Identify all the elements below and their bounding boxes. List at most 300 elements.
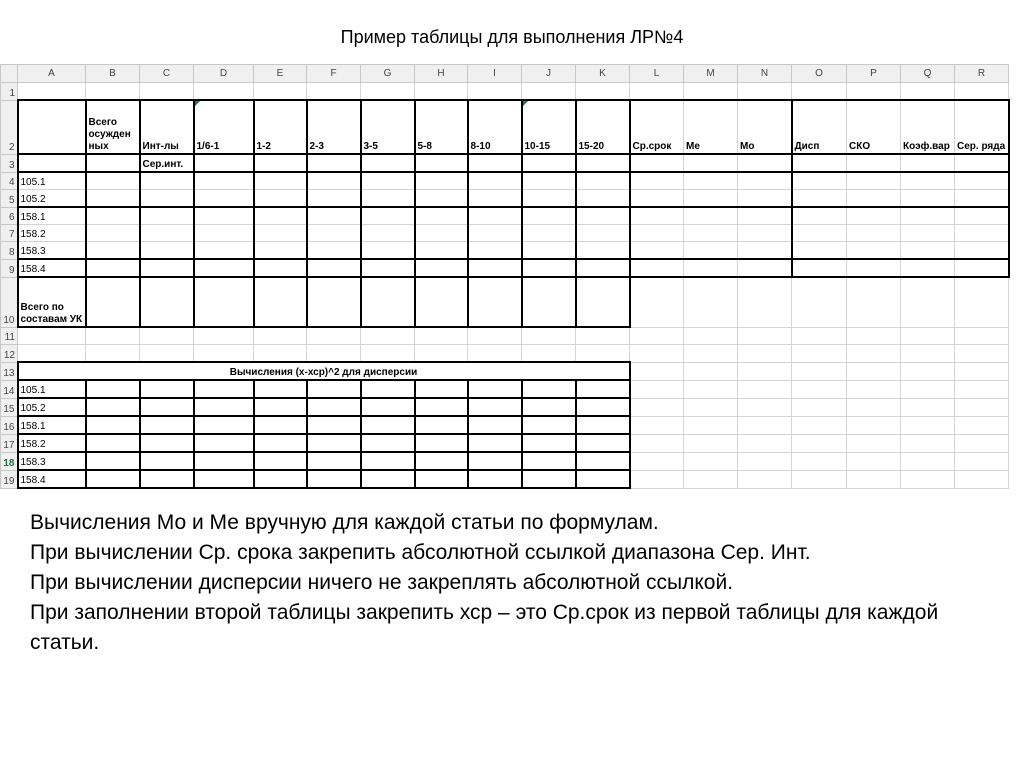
cell[interactable] <box>955 380 1009 398</box>
cell[interactable] <box>792 380 847 398</box>
cell[interactable] <box>522 434 576 452</box>
cell[interactable] <box>847 470 901 488</box>
cell[interactable] <box>415 225 468 242</box>
article-cell[interactable]: 105.1 <box>18 380 86 398</box>
cell[interactable] <box>86 398 140 416</box>
cell[interactable] <box>684 416 738 434</box>
cell[interactable] <box>254 154 307 172</box>
cell[interactable] <box>361 242 415 260</box>
header-mean[interactable]: Ср.срок <box>630 100 684 154</box>
cell[interactable] <box>576 452 630 470</box>
cell[interactable] <box>738 452 792 470</box>
header-intervals[interactable]: Инт-лы <box>140 100 194 154</box>
column-header[interactable]: M <box>684 65 738 83</box>
cell[interactable] <box>415 277 468 327</box>
cell[interactable] <box>738 345 792 363</box>
article-cell[interactable]: 158.1 <box>18 207 86 225</box>
cell[interactable] <box>684 83 738 101</box>
cell[interactable] <box>955 452 1009 470</box>
row-header[interactable]: 6 <box>1 207 18 225</box>
cell[interactable] <box>901 327 955 345</box>
cell[interactable] <box>194 345 254 363</box>
cell[interactable] <box>86 434 140 452</box>
cell[interactable] <box>792 83 847 101</box>
variance-table-title[interactable]: Вычисления (х-хср)^2 для дисперсии <box>18 362 630 380</box>
cell[interactable] <box>847 362 901 380</box>
cell[interactable] <box>792 277 847 327</box>
header-mode[interactable]: Мо <box>738 100 792 154</box>
cell[interactable] <box>361 225 415 242</box>
cell[interactable] <box>684 345 738 363</box>
cell[interactable] <box>254 207 307 225</box>
cell[interactable] <box>955 190 1009 208</box>
cell[interactable] <box>194 380 254 398</box>
row-header-selected[interactable]: 18 <box>1 452 18 470</box>
row-header[interactable]: 11 <box>1 327 18 345</box>
cell[interactable] <box>792 154 847 172</box>
cell[interactable] <box>361 416 415 434</box>
cell[interactable] <box>140 83 194 101</box>
cell[interactable] <box>847 345 901 363</box>
cell[interactable] <box>468 452 522 470</box>
cell[interactable] <box>792 416 847 434</box>
cell[interactable] <box>468 225 522 242</box>
row-header[interactable]: 14 <box>1 380 18 398</box>
cell[interactable] <box>684 362 738 380</box>
cell[interactable] <box>415 83 468 101</box>
cell[interactable] <box>361 434 415 452</box>
cell[interactable] <box>576 154 630 172</box>
cell[interactable] <box>361 83 415 101</box>
cell[interactable] <box>468 327 522 345</box>
cell[interactable] <box>684 172 738 190</box>
row-header[interactable]: 13 <box>1 362 18 380</box>
cell[interactable] <box>194 83 254 101</box>
cell[interactable] <box>415 416 468 434</box>
cell[interactable] <box>955 225 1009 242</box>
cell[interactable] <box>140 380 194 398</box>
row-header[interactable]: 10 <box>1 277 18 327</box>
cell[interactable] <box>576 380 630 398</box>
cell[interactable] <box>415 242 468 260</box>
cell[interactable] <box>522 470 576 488</box>
cell[interactable] <box>415 380 468 398</box>
cell[interactable] <box>738 242 792 260</box>
cell[interactable] <box>522 190 576 208</box>
cell[interactable] <box>254 470 307 488</box>
cell[interactable] <box>576 434 630 452</box>
cell[interactable] <box>468 277 522 327</box>
cell[interactable] <box>576 259 630 277</box>
row-header[interactable]: 7 <box>1 225 18 242</box>
cell[interactable] <box>684 470 738 488</box>
cell[interactable] <box>415 452 468 470</box>
cell-series-interval-label[interactable]: Сер.инт. <box>140 154 194 172</box>
cell[interactable] <box>901 207 955 225</box>
cell[interactable] <box>630 207 684 225</box>
cell[interactable] <box>901 259 955 277</box>
cell[interactable] <box>684 452 738 470</box>
cell[interactable] <box>194 434 254 452</box>
cell[interactable] <box>307 259 361 277</box>
cell[interactable] <box>86 380 140 398</box>
cell[interactable] <box>468 259 522 277</box>
cell[interactable] <box>254 259 307 277</box>
cell[interactable] <box>86 172 140 190</box>
cell[interactable] <box>140 416 194 434</box>
row-header[interactable]: 3 <box>1 154 18 172</box>
cell[interactable] <box>847 416 901 434</box>
cell[interactable] <box>254 83 307 101</box>
cell[interactable] <box>194 277 254 327</box>
cell[interactable] <box>738 83 792 101</box>
cell[interactable] <box>468 470 522 488</box>
cell[interactable] <box>254 345 307 363</box>
cell[interactable] <box>847 277 901 327</box>
cell[interactable] <box>361 277 415 327</box>
cell[interactable] <box>140 398 194 416</box>
cell[interactable] <box>684 154 738 172</box>
header-total-convicted[interactable]: Всего осужден ных <box>86 100 140 154</box>
cell[interactable] <box>140 190 194 208</box>
cell[interactable] <box>140 345 194 363</box>
cell[interactable] <box>522 380 576 398</box>
cell[interactable] <box>140 327 194 345</box>
cell[interactable] <box>684 190 738 208</box>
cell[interactable] <box>792 190 847 208</box>
header-median[interactable]: Ме <box>684 100 738 154</box>
cell[interactable] <box>522 242 576 260</box>
cell[interactable] <box>955 416 1009 434</box>
cell[interactable] <box>468 380 522 398</box>
cell[interactable] <box>630 190 684 208</box>
cell[interactable] <box>630 172 684 190</box>
cell[interactable] <box>361 452 415 470</box>
cell[interactable] <box>901 416 955 434</box>
total-by-articles-label[interactable]: Всего по составам УК <box>18 277 86 327</box>
cell[interactable] <box>576 242 630 260</box>
cell[interactable] <box>254 225 307 242</box>
spreadsheet[interactable] <box>0 64 1024 496</box>
cell[interactable] <box>254 416 307 434</box>
cell[interactable] <box>901 190 955 208</box>
cell[interactable] <box>576 327 630 345</box>
cell[interactable] <box>522 83 576 101</box>
cell[interactable] <box>901 277 955 327</box>
cell[interactable] <box>415 190 468 208</box>
cell[interactable] <box>901 452 955 470</box>
cell[interactable] <box>307 434 361 452</box>
cell[interactable] <box>522 225 576 242</box>
cell[interactable] <box>955 207 1009 225</box>
column-header[interactable]: Q <box>901 65 955 83</box>
article-cell[interactable]: 158.3 <box>18 452 86 470</box>
cell[interactable] <box>18 154 86 172</box>
row-header[interactable]: 15 <box>1 398 18 416</box>
header-std[interactable]: СКО <box>847 100 901 154</box>
row-header[interactable]: 2 <box>1 100 18 154</box>
cell[interactable] <box>630 277 684 327</box>
row-header[interactable]: 12 <box>1 345 18 363</box>
cell[interactable] <box>254 190 307 208</box>
cell[interactable] <box>847 242 901 260</box>
cell[interactable] <box>307 207 361 225</box>
cell[interactable] <box>140 225 194 242</box>
cell[interactable] <box>738 207 792 225</box>
cell[interactable] <box>86 327 140 345</box>
cell[interactable] <box>684 327 738 345</box>
cell[interactable] <box>194 225 254 242</box>
cell[interactable] <box>901 83 955 101</box>
cell[interactable] <box>955 470 1009 488</box>
column-header[interactable]: J <box>522 65 576 83</box>
cell[interactable] <box>901 154 955 172</box>
cell[interactable] <box>955 345 1009 363</box>
row-header[interactable]: 19 <box>1 470 18 488</box>
cell[interactable] <box>847 83 901 101</box>
header-interval-3[interactable]: 2-3 <box>307 100 361 154</box>
cell[interactable] <box>792 225 847 242</box>
cell[interactable] <box>307 225 361 242</box>
cell[interactable] <box>738 172 792 190</box>
cell[interactable] <box>684 225 738 242</box>
cell[interactable] <box>254 452 307 470</box>
cell[interactable] <box>307 452 361 470</box>
cell[interactable] <box>194 416 254 434</box>
cell[interactable] <box>307 345 361 363</box>
cell[interactable] <box>792 242 847 260</box>
cell[interactable] <box>955 83 1009 101</box>
cell[interactable] <box>140 434 194 452</box>
cell[interactable] <box>468 172 522 190</box>
cell[interactable] <box>847 452 901 470</box>
cell[interactable] <box>194 470 254 488</box>
cell[interactable] <box>522 398 576 416</box>
row-header[interactable]: 5 <box>1 190 18 208</box>
cell[interactable] <box>576 83 630 101</box>
cell[interactable] <box>140 277 194 327</box>
cell[interactable] <box>254 277 307 327</box>
cell[interactable] <box>576 470 630 488</box>
cell[interactable] <box>792 470 847 488</box>
cell[interactable] <box>522 154 576 172</box>
cell[interactable] <box>194 154 254 172</box>
cell[interactable] <box>630 398 684 416</box>
cell[interactable] <box>738 398 792 416</box>
cell[interactable] <box>576 207 630 225</box>
cell[interactable] <box>468 207 522 225</box>
select-all-corner[interactable] <box>1 65 18 83</box>
cell[interactable] <box>86 225 140 242</box>
cell[interactable] <box>630 259 684 277</box>
column-header[interactable]: I <box>468 65 522 83</box>
cell[interactable] <box>630 225 684 242</box>
cell[interactable] <box>847 154 901 172</box>
cell[interactable] <box>415 434 468 452</box>
column-header[interactable]: N <box>738 65 792 83</box>
cell[interactable] <box>738 470 792 488</box>
cell[interactable] <box>361 190 415 208</box>
cell[interactable] <box>415 154 468 172</box>
cell[interactable] <box>738 154 792 172</box>
cell[interactable] <box>140 470 194 488</box>
cell[interactable] <box>468 345 522 363</box>
cell[interactable] <box>522 277 576 327</box>
cell[interactable] <box>86 154 140 172</box>
column-header[interactable]: B <box>86 65 140 83</box>
cell[interactable] <box>140 259 194 277</box>
cell[interactable] <box>254 242 307 260</box>
row-header[interactable]: 9 <box>1 259 18 277</box>
cell[interactable] <box>847 259 901 277</box>
article-cell[interactable]: 105.2 <box>18 190 86 208</box>
cell[interactable] <box>18 100 86 154</box>
cell[interactable] <box>738 259 792 277</box>
cell[interactable] <box>738 416 792 434</box>
cell[interactable] <box>792 452 847 470</box>
cell[interactable] <box>307 380 361 398</box>
header-interval-2[interactable]: 1-2 <box>254 100 307 154</box>
cell[interactable] <box>140 172 194 190</box>
cell[interactable] <box>307 398 361 416</box>
cell[interactable] <box>194 398 254 416</box>
cell[interactable] <box>684 259 738 277</box>
cell[interactable] <box>522 452 576 470</box>
cell[interactable] <box>847 190 901 208</box>
cell[interactable] <box>194 452 254 470</box>
cell[interactable] <box>307 83 361 101</box>
cell[interactable] <box>901 470 955 488</box>
header-interval-8[interactable]: 15-20 <box>576 100 630 154</box>
cell[interactable] <box>955 327 1009 345</box>
cell[interactable] <box>86 259 140 277</box>
cell[interactable] <box>522 345 576 363</box>
cell[interactable] <box>307 190 361 208</box>
cell[interactable] <box>847 398 901 416</box>
cell[interactable] <box>86 190 140 208</box>
cell[interactable] <box>194 190 254 208</box>
header-coef-var[interactable]: Коэф.вар <box>901 100 955 154</box>
cell[interactable] <box>901 225 955 242</box>
cell[interactable] <box>415 172 468 190</box>
column-header[interactable]: G <box>361 65 415 83</box>
cell[interactable] <box>955 398 1009 416</box>
cell[interactable] <box>194 172 254 190</box>
column-header[interactable]: D <box>194 65 254 83</box>
article-cell[interactable]: 158.1 <box>18 416 86 434</box>
cell[interactable] <box>738 434 792 452</box>
cell[interactable] <box>18 83 86 101</box>
cell[interactable] <box>194 242 254 260</box>
cell[interactable] <box>684 277 738 327</box>
cell[interactable] <box>684 434 738 452</box>
header-interval-7[interactable]: 10-15 <box>522 100 576 154</box>
cell[interactable] <box>630 380 684 398</box>
cell[interactable] <box>847 225 901 242</box>
cell[interactable] <box>955 434 1009 452</box>
cell[interactable] <box>522 259 576 277</box>
cell[interactable] <box>361 398 415 416</box>
cell[interactable] <box>630 416 684 434</box>
cell[interactable] <box>254 398 307 416</box>
column-header[interactable]: F <box>307 65 361 83</box>
column-header[interactable]: O <box>792 65 847 83</box>
cell[interactable] <box>576 345 630 363</box>
cell[interactable] <box>361 380 415 398</box>
column-header[interactable]: L <box>630 65 684 83</box>
cell[interactable] <box>847 327 901 345</box>
cell[interactable] <box>955 172 1009 190</box>
cell[interactable] <box>307 416 361 434</box>
cell[interactable] <box>361 327 415 345</box>
cell[interactable] <box>361 345 415 363</box>
row-header[interactable]: 1 <box>1 83 18 101</box>
cell[interactable] <box>361 172 415 190</box>
row-header[interactable]: 4 <box>1 172 18 190</box>
article-cell[interactable]: 105.2 <box>18 398 86 416</box>
cell[interactable] <box>684 398 738 416</box>
cell[interactable] <box>254 380 307 398</box>
cell[interactable] <box>468 190 522 208</box>
cell[interactable] <box>18 327 86 345</box>
cell[interactable] <box>86 452 140 470</box>
cell[interactable] <box>254 327 307 345</box>
cell[interactable] <box>792 172 847 190</box>
cell[interactable] <box>955 277 1009 327</box>
cell[interactable] <box>792 434 847 452</box>
cell[interactable] <box>901 242 955 260</box>
cell[interactable] <box>576 190 630 208</box>
cell[interactable] <box>307 327 361 345</box>
column-header[interactable]: K <box>576 65 630 83</box>
cell[interactable] <box>792 398 847 416</box>
cell[interactable] <box>361 259 415 277</box>
cell[interactable] <box>254 434 307 452</box>
cell[interactable] <box>901 362 955 380</box>
cell[interactable] <box>576 416 630 434</box>
cell[interactable] <box>901 380 955 398</box>
cell[interactable] <box>738 327 792 345</box>
cell[interactable] <box>307 172 361 190</box>
cell[interactable] <box>86 83 140 101</box>
cell[interactable] <box>140 452 194 470</box>
cell[interactable] <box>576 225 630 242</box>
cell[interactable] <box>415 207 468 225</box>
column-header[interactable]: C <box>140 65 194 83</box>
cell[interactable] <box>684 242 738 260</box>
cell[interactable] <box>522 327 576 345</box>
cell[interactable] <box>415 398 468 416</box>
cell[interactable] <box>792 327 847 345</box>
cell[interactable] <box>955 259 1009 277</box>
cell[interactable] <box>630 362 684 380</box>
cell[interactable] <box>254 172 307 190</box>
header-interval-6[interactable]: 8-10 <box>468 100 522 154</box>
cell[interactable] <box>86 242 140 260</box>
header-interval-1[interactable]: 1/6-1 <box>194 100 254 154</box>
column-header[interactable]: P <box>847 65 901 83</box>
article-cell[interactable]: 158.2 <box>18 225 86 242</box>
cell[interactable] <box>901 345 955 363</box>
cell[interactable] <box>86 207 140 225</box>
cell[interactable] <box>576 277 630 327</box>
cell[interactable] <box>738 277 792 327</box>
article-cell[interactable]: 158.4 <box>18 259 86 277</box>
row-header[interactable]: 16 <box>1 416 18 434</box>
cell[interactable] <box>955 154 1009 172</box>
cell[interactable] <box>576 398 630 416</box>
header-series-mid[interactable]: Сер. ряда <box>955 100 1009 154</box>
